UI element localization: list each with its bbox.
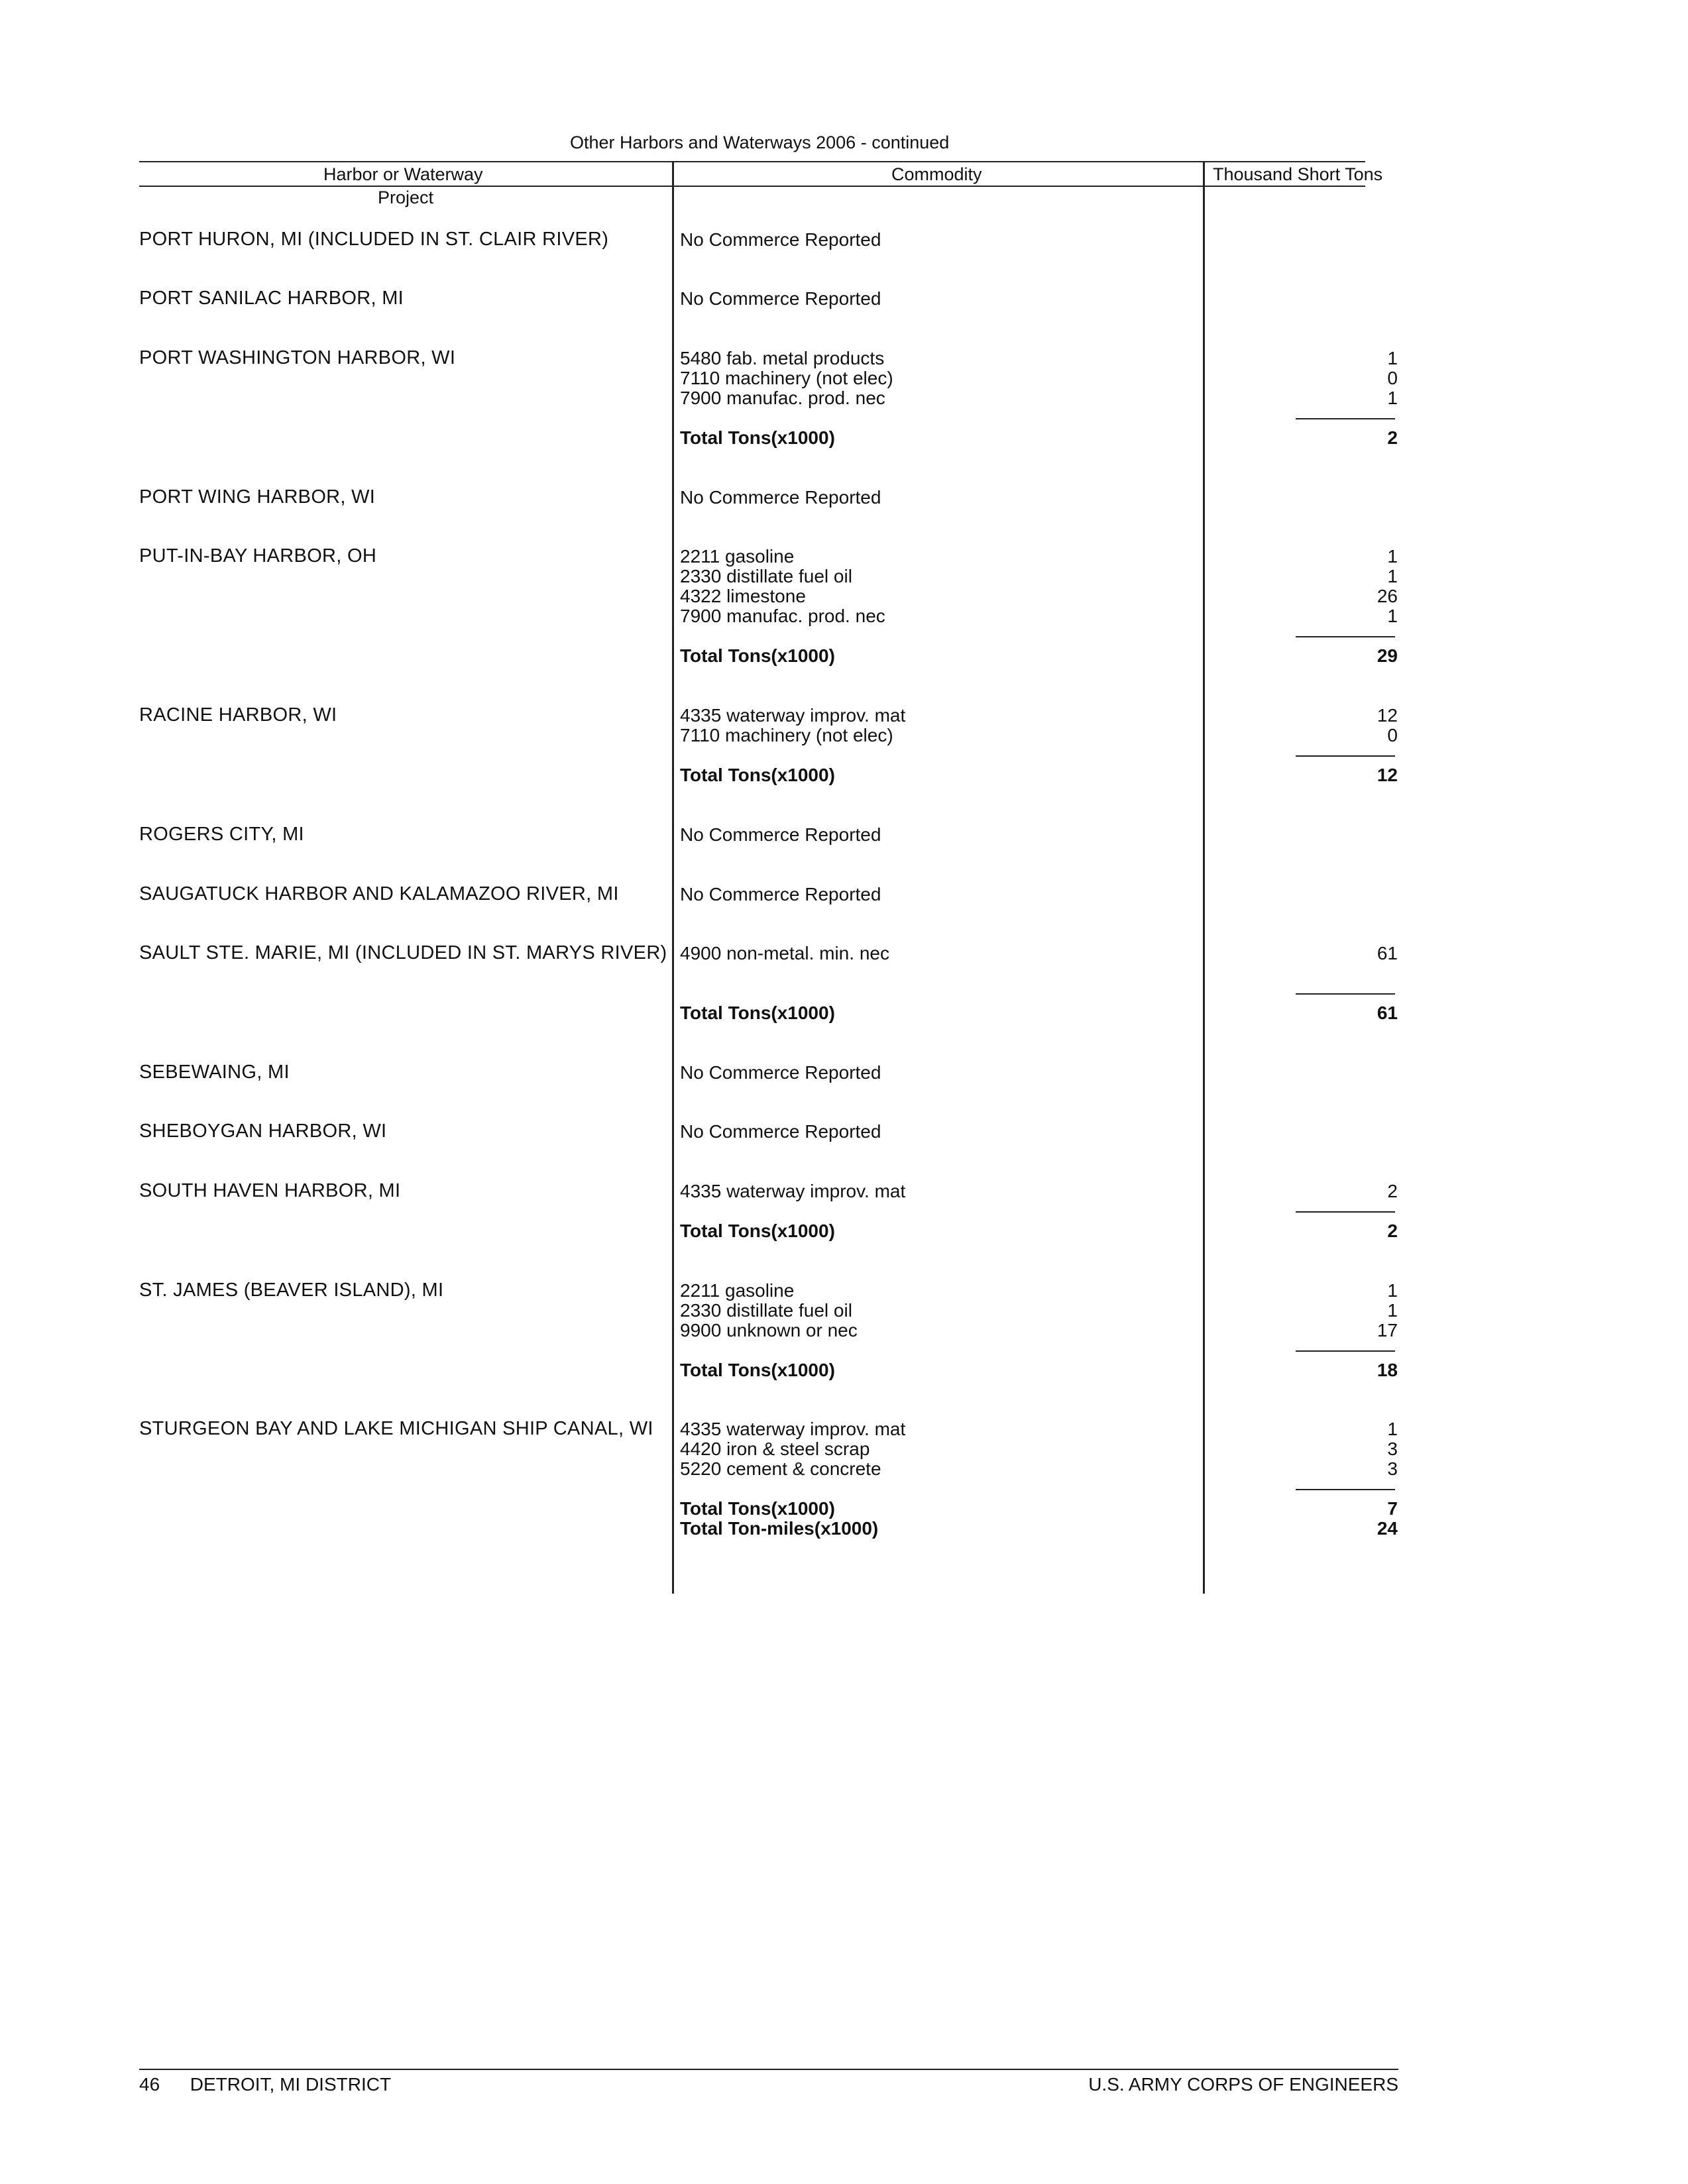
commodity-item: No Commerce Reported bbox=[680, 487, 881, 508]
sum-rule bbox=[1296, 636, 1395, 637]
sum-rule bbox=[1296, 418, 1395, 419]
sum-rule bbox=[1296, 1489, 1395, 1490]
total-value: 2 bbox=[1387, 1221, 1398, 1241]
total-value: 29 bbox=[1377, 645, 1398, 666]
footer-rule bbox=[139, 2069, 1398, 2070]
total-label: Total Tons(x1000) bbox=[680, 765, 835, 785]
commodity-list bbox=[680, 547, 885, 626]
value-list bbox=[1377, 706, 1398, 745]
total-value: 18 bbox=[1377, 1360, 1398, 1380]
commodity-list bbox=[680, 1419, 905, 1479]
tons-value: 1 bbox=[1387, 546, 1398, 567]
project-name: PORT WING HARBOR, WI bbox=[139, 486, 376, 508]
tons-value: 0 bbox=[1387, 725, 1398, 745]
project-name: PUT-IN-BAY HARBOR, OH bbox=[139, 545, 377, 567]
commodity-item: No Commerce Reported bbox=[680, 288, 881, 309]
tons-value: 3 bbox=[1387, 1458, 1398, 1479]
total-value: 12 bbox=[1377, 765, 1398, 785]
tons-value: 61 bbox=[1377, 943, 1398, 963]
sum-rule bbox=[1296, 755, 1395, 757]
commodity-list bbox=[680, 1281, 858, 1340]
commodity-item: 5480 fab. metal products bbox=[680, 348, 885, 368]
project-name: SAUGATUCK HARBOR AND KALAMAZOO RIVER, MI bbox=[139, 883, 619, 904]
tons-value: 1 bbox=[1387, 1300, 1398, 1321]
commodity-list bbox=[680, 706, 905, 745]
commodity-list bbox=[680, 349, 893, 408]
sum-rule bbox=[1296, 1350, 1395, 1352]
project-name: PORT SANILAC HARBOR, MI bbox=[139, 288, 404, 309]
commodity-item: 9900 unknown or nec bbox=[680, 1320, 858, 1340]
commodity-list bbox=[680, 885, 881, 904]
page-title: Other Harbors and Waterways 2006 - continued bbox=[570, 133, 950, 152]
commodity-list bbox=[680, 1122, 881, 1142]
commodity-item: No Commerce Reported bbox=[680, 1062, 881, 1083]
total-ton-miles-value: 24 bbox=[1377, 1518, 1398, 1539]
project-name: SAULT STE. MARIE, MI (INCLUDED IN ST. MARYS RIVER) bbox=[139, 942, 667, 963]
tons-value: 1 bbox=[1387, 348, 1398, 368]
tons-value: 3 bbox=[1387, 1439, 1398, 1459]
sum-rule bbox=[1296, 993, 1395, 995]
commodity-item: 5220 cement & concrete bbox=[680, 1458, 881, 1479]
column-divider-2 bbox=[1203, 161, 1205, 1594]
total-label: Total Tons(x1000) bbox=[680, 1498, 835, 1519]
commodity-item: 4335 waterway improv. mat bbox=[680, 705, 906, 726]
tons-value: 0 bbox=[1387, 368, 1398, 388]
district-name: DETROIT, MI DISTRICT bbox=[190, 2074, 392, 2095]
commodity-list bbox=[680, 289, 881, 309]
commodity-list bbox=[680, 488, 881, 508]
total-ton-miles-label: Total Ton-miles(x1000) bbox=[680, 1518, 879, 1539]
value-list bbox=[1387, 349, 1398, 408]
tons-value: 2 bbox=[1387, 1181, 1398, 1201]
footer-left bbox=[139, 2074, 391, 2095]
commodity-item: 2211 gasoline bbox=[680, 1280, 795, 1301]
tons-value: 1 bbox=[1387, 1280, 1398, 1301]
project-name: SOUTH HAVEN HARBOR, MI bbox=[139, 1180, 401, 1201]
header-project: Project bbox=[378, 188, 434, 207]
value-list bbox=[1377, 944, 1398, 963]
commodity-list bbox=[680, 944, 889, 963]
project-name: PORT HURON, MI (INCLUDED IN ST. CLAIR RIVER) bbox=[139, 229, 609, 250]
header-harbor-or-waterway: Harbor or Waterway bbox=[323, 164, 483, 184]
total-label: Total Tons(x1000) bbox=[680, 1360, 835, 1380]
tons-value: 17 bbox=[1377, 1320, 1398, 1340]
tons-value: 1 bbox=[1387, 1419, 1398, 1439]
total-label: Total Tons(x1000) bbox=[680, 427, 835, 448]
project-name: STURGEON BAY AND LAKE MICHIGAN SHIP CANAL, WI bbox=[139, 1418, 653, 1439]
value-list bbox=[1387, 1419, 1398, 1479]
commodity-item: 2211 gasoline bbox=[680, 546, 795, 567]
commodity-list bbox=[680, 1181, 905, 1201]
column-divider-1 bbox=[672, 161, 674, 1594]
header-bottom-rule bbox=[139, 186, 1365, 187]
header-thousand-short-tons: Thousand Short Tons bbox=[1213, 164, 1383, 184]
commodity-item: 4322 limestone bbox=[680, 586, 806, 606]
header-top-rule bbox=[139, 161, 1365, 162]
value-list bbox=[1387, 1181, 1398, 1201]
commodity-item: 4900 non-metal. min. nec bbox=[680, 943, 889, 963]
project-name: ST. JAMES (BEAVER ISLAND), MI bbox=[139, 1280, 444, 1301]
commodity-item: 7110 machinery (not elec) bbox=[680, 725, 893, 745]
agency-name: U.S. ARMY CORPS OF ENGINEERS bbox=[1088, 2074, 1398, 2095]
tons-value: 1 bbox=[1387, 606, 1398, 626]
tons-value: 1 bbox=[1387, 566, 1398, 586]
commodity-item: 4420 iron & steel scrap bbox=[680, 1439, 870, 1459]
commodity-list bbox=[680, 230, 881, 250]
commodity-item: No Commerce Reported bbox=[680, 884, 881, 904]
value-list bbox=[1377, 1281, 1398, 1340]
total-label: Total Tons(x1000) bbox=[680, 645, 835, 666]
page-number: 46 bbox=[139, 2074, 160, 2095]
commodity-item: 4335 waterway improv. mat bbox=[680, 1419, 906, 1439]
header-commodity: Commodity bbox=[891, 164, 982, 184]
commodity-item: No Commerce Reported bbox=[680, 1121, 881, 1142]
project-name: SHEBOYGAN HARBOR, WI bbox=[139, 1120, 387, 1142]
commodity-item: 7900 manufac. prod. nec bbox=[680, 388, 885, 408]
commodity-item: 2330 distillate fuel oil bbox=[680, 566, 852, 586]
total-label: Total Tons(x1000) bbox=[680, 1003, 835, 1023]
commodity-item: 7110 machinery (not elec) bbox=[680, 368, 893, 388]
commodity-item: No Commerce Reported bbox=[680, 229, 881, 250]
total-value: 7 bbox=[1387, 1498, 1398, 1519]
tons-value: 12 bbox=[1377, 705, 1398, 726]
sum-rule bbox=[1296, 1211, 1395, 1213]
commodity-item: 2330 distillate fuel oil bbox=[680, 1300, 852, 1321]
project-name: RACINE HARBOR, WI bbox=[139, 704, 337, 726]
tons-value: 1 bbox=[1387, 388, 1398, 408]
total-value: 61 bbox=[1377, 1003, 1398, 1023]
commodity-list bbox=[680, 1063, 881, 1083]
commodity-item: 7900 manufac. prod. nec bbox=[680, 606, 885, 626]
tons-value: 26 bbox=[1377, 586, 1398, 606]
value-list bbox=[1377, 547, 1398, 626]
commodity-item: 4335 waterway improv. mat bbox=[680, 1181, 906, 1201]
project-name: PORT WASHINGTON HARBOR, WI bbox=[139, 347, 456, 368]
total-label: Total Tons(x1000) bbox=[680, 1221, 835, 1241]
project-name: ROGERS CITY, MI bbox=[139, 824, 304, 845]
commodity-list bbox=[680, 825, 881, 845]
project-name: SEBEWAING, MI bbox=[139, 1062, 290, 1083]
total-value: 2 bbox=[1387, 427, 1398, 448]
commodity-item: No Commerce Reported bbox=[680, 824, 881, 845]
